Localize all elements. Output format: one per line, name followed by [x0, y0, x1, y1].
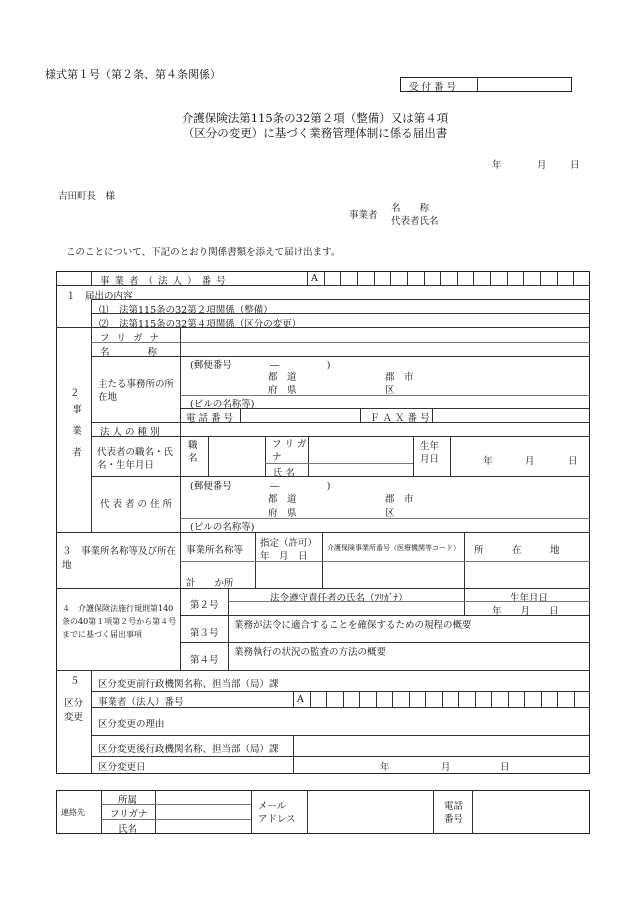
- title-line-2: （区分の変更）に基づく業務管理体制に係る届出書: [182, 126, 448, 140]
- rep-shimei-label: 氏 名: [273, 468, 296, 479]
- contact-dept: 所属: [118, 795, 138, 806]
- operator-rep-label: 代表者氏名: [391, 216, 439, 227]
- rep-furigana-label: フ リ ガ ナ: [272, 439, 307, 463]
- sec4-birth-ymd: 年 月 日: [492, 606, 559, 617]
- office-gun: 郡 市: [385, 372, 414, 383]
- digit-cell-divider: [524, 691, 525, 707]
- title-line-1: 介護保険法第115条の32第２項（整備）又は第４項: [181, 111, 449, 125]
- sec5-after: 区分変更後行政機関名称、担当部（局）課: [98, 744, 279, 755]
- date-year: 年: [492, 160, 502, 171]
- rep-birth-label: 生年月日: [420, 441, 440, 465]
- digit-cell-divider: [343, 691, 344, 707]
- sec5-date: 区分変更日: [98, 762, 146, 773]
- rep-gun: 郡 市: [385, 494, 414, 505]
- rep-building[interactable]: (ビルの名称等): [190, 522, 255, 533]
- fax-label: Ｆ Ａ Ｘ 番 号: [370, 413, 430, 424]
- digit-cell-divider: [540, 271, 541, 285]
- office-ku: 区: [385, 385, 395, 396]
- sec4-row4: 第４号: [190, 655, 219, 666]
- sec3-location: 所 在 地: [474, 545, 560, 556]
- digit-cell-divider: [457, 271, 458, 285]
- intro-text: このことについて、下記のとおり関係書類を添えて届け出ます。: [66, 247, 341, 258]
- rep-birth-m: 月: [525, 456, 535, 467]
- sec1-title: １ 届出の内容: [66, 291, 133, 302]
- rep-birth-d: 日: [568, 456, 578, 467]
- corp-type-label: 法 人 の 種 別: [100, 427, 160, 438]
- digit-cell-divider: [507, 271, 508, 285]
- sec1-item1[interactable]: 法第115条の32第２項関係（整備）: [119, 305, 273, 316]
- sec3-title: ３ 事業所名称等及び所在地: [62, 546, 177, 571]
- sec5-corp: 事業者（法人）番号: [98, 697, 184, 708]
- contact-label: 連絡先: [61, 808, 85, 817]
- digit-cell-divider: [409, 691, 410, 707]
- digit-cell-divider: [475, 691, 476, 707]
- office-building[interactable]: (ビルの名称等): [190, 399, 255, 410]
- sec5-prev: 区分変更前行政機関名称、担当部（局）課: [98, 679, 279, 690]
- digit-cell-divider: [326, 691, 327, 707]
- digit-cell-divider: [440, 271, 441, 285]
- corp-number-label: 事 業 者 （ 法 人 ） 番 号: [100, 276, 227, 287]
- sec5-num: ５: [70, 676, 80, 687]
- digit-cell-divider: [574, 691, 575, 707]
- sec5-label: 区分変更: [64, 698, 84, 723]
- rep-fu: 府 県: [268, 508, 297, 519]
- contact-furigana: フリガナ: [110, 809, 148, 820]
- digit-cell-divider: [473, 271, 474, 285]
- digit-cell-divider: [523, 271, 524, 285]
- rep-post-label: 職名: [188, 440, 198, 464]
- digit-cell-divider: [374, 271, 375, 285]
- digit-cell-divider: [557, 691, 558, 707]
- contact-name: 氏名: [118, 824, 138, 835]
- digit-cell-divider: [357, 271, 358, 285]
- sec3-total: 計 か所: [186, 578, 234, 589]
- contact-mail: メール アドレス: [258, 801, 296, 825]
- sec1-item2-no: ⑵: [99, 319, 109, 330]
- form-id: 様式第１号（第２条、第４条関係）: [45, 68, 221, 81]
- office-postal[interactable]: (郵便番号 ― ): [190, 360, 331, 371]
- sec4-birth: 生年月日: [510, 593, 549, 604]
- contact-phone: 電話 番号: [444, 801, 464, 825]
- digit-cell-divider: [442, 691, 443, 707]
- operator-name-label: 名 称: [391, 203, 430, 214]
- sec1-item1-no: ⑴: [99, 305, 109, 316]
- main-office-label: 主たる事務所の所在地: [98, 379, 175, 403]
- sec1-item2[interactable]: 法第115条の32第４項関係（区分の変更）: [119, 319, 302, 330]
- sec4-row2: 第２号: [190, 600, 219, 611]
- sec5-corp-prefix: A: [297, 694, 304, 705]
- operator-label: 事業者: [349, 210, 378, 221]
- digit-cell-divider: [359, 691, 360, 707]
- rep-birth-y: 年: [483, 456, 493, 467]
- name-label: 名 称: [100, 347, 158, 358]
- digit-cell-divider: [376, 691, 377, 707]
- receipt-number-box[interactable]: [400, 77, 572, 92]
- sec2-num: ２: [70, 388, 80, 399]
- digit-cell-divider: [407, 271, 408, 285]
- digit-cell-divider: [340, 271, 341, 285]
- digit-cell-divider: [392, 691, 393, 707]
- sec5-d: 日: [500, 762, 510, 773]
- digit-cell-divider: [557, 271, 558, 285]
- office-fu: 府 県: [268, 385, 297, 396]
- sec2-label: 事業者: [70, 404, 81, 469]
- sec4-title: ４ 介護保険法施行規則第140条の40第１項第２号から第４号までに基づく届出事項: [62, 604, 177, 639]
- office-to: 都 道: [268, 372, 297, 383]
- furigana-label: フ リ ガ ナ: [100, 333, 162, 344]
- sec3-office-name: 事業所名称等: [186, 545, 244, 556]
- digit-cell-divider: [324, 271, 325, 285]
- addressee: 吉田町長 様: [58, 191, 116, 202]
- sec5-m: 月: [441, 762, 451, 773]
- sec4-officer: 法令遵守責任者の氏名（ﾌﾘｶﾞﾅ）: [270, 593, 408, 604]
- digit-cell-divider: [490, 271, 491, 285]
- digit-cell-divider: [491, 691, 492, 707]
- phone-label: 電 話 番 号: [186, 413, 234, 424]
- digit-cell-divider: [425, 691, 426, 707]
- rep-to: 都 道: [268, 494, 297, 505]
- sec3-ym: 年 月 日: [260, 551, 308, 562]
- digit-cell-divider: [508, 691, 509, 707]
- sec5-reason: 区分変更の理由: [98, 719, 165, 730]
- rep-info-label: 代表者の職名・氏名・生年月日: [97, 447, 174, 471]
- rep-ku: 区: [385, 508, 395, 519]
- sec5-y: 年: [380, 762, 390, 773]
- sec4-row3: 第３号: [190, 628, 219, 639]
- sec4-rule: 業務が法令に適合することを確保するための規程の概要: [234, 620, 472, 631]
- rep-address-label: 代 表 者 の 住 所: [100, 499, 173, 510]
- sec4-audit: 業務執行の状況の監査の方法の概要: [234, 647, 387, 658]
- date-month: 月: [537, 160, 547, 171]
- digit-cell-divider: [458, 691, 459, 707]
- digit-cell-divider: [573, 271, 574, 285]
- receipt-label: 受 付 番 号: [409, 82, 457, 93]
- digit-cell-divider: [310, 691, 311, 707]
- sec3-designated: 指定（許可）: [260, 538, 318, 549]
- sec3-office-no: 介護保険事業所番号（医療機関等コード）: [327, 544, 460, 552]
- digit-cell-divider: [424, 271, 425, 285]
- corp-prefix: A: [311, 273, 318, 284]
- rep-postal[interactable]: (郵便番号 ― ): [190, 481, 331, 492]
- date-day: 日: [570, 160, 580, 171]
- digit-cell-divider: [541, 691, 542, 707]
- digit-cell-divider: [390, 271, 391, 285]
